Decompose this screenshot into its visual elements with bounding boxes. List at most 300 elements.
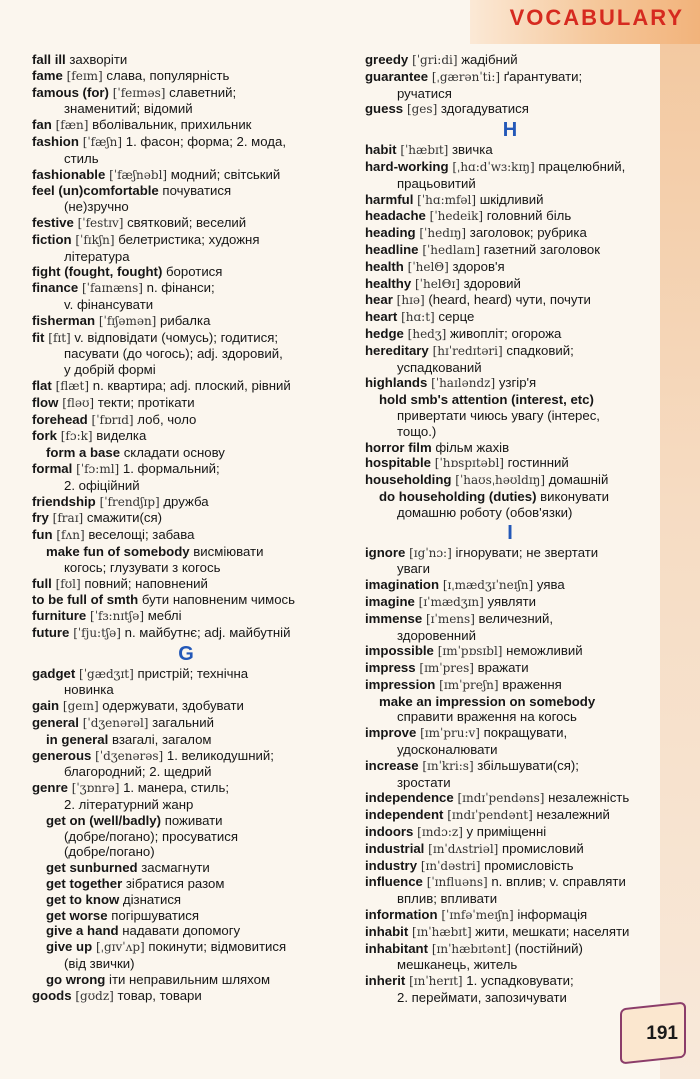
headword: genre xyxy=(32,780,68,796)
translation: газетний заголовок xyxy=(480,241,601,257)
translation: n. фінанси; xyxy=(142,280,215,296)
vocab-entry xyxy=(365,758,655,775)
headword: fall ill xyxy=(32,52,66,67)
translation: (постійний) xyxy=(511,940,583,956)
translation: бути наповненим чимось xyxy=(138,592,296,608)
translation: виконувати xyxy=(536,488,609,504)
translation: іти неправильним шляхом xyxy=(105,971,271,987)
translation: 2. літературний жанр xyxy=(64,797,194,813)
headword: full xyxy=(32,575,52,591)
vocab-entry xyxy=(365,790,655,807)
vocab-entry xyxy=(32,232,340,249)
translation: висміювати xyxy=(189,543,264,559)
vocab-entry xyxy=(32,576,340,593)
headword: guess xyxy=(365,101,404,117)
headword: independence xyxy=(365,790,454,806)
translation: жадібний xyxy=(457,52,518,67)
vocab-entry xyxy=(365,924,655,941)
transcription: [fʊl] xyxy=(51,576,81,591)
translation: дружба xyxy=(159,493,209,509)
vocab-entry xyxy=(32,923,340,939)
translation: узгір'я xyxy=(495,375,537,391)
entry-continuation xyxy=(32,797,340,813)
vocab-entry xyxy=(365,101,655,118)
translation: незалежний xyxy=(532,807,610,823)
entry-continuation xyxy=(32,764,340,780)
transcription: [flæt] xyxy=(51,378,90,393)
translation: 1. формальний; xyxy=(119,460,220,476)
translation: v. фінансувати xyxy=(64,296,154,312)
headword: impress xyxy=(365,660,416,676)
entry-continuation xyxy=(365,561,655,577)
headword: independent xyxy=(365,807,444,823)
entry-continuation xyxy=(32,101,340,117)
vocab-entry xyxy=(32,527,340,544)
vocab-entry xyxy=(365,225,655,242)
translation: 1. великодушний; xyxy=(163,747,274,763)
vocab-entry xyxy=(32,860,340,876)
vocab-entry xyxy=(32,428,340,445)
transcription: [fʌn] xyxy=(52,528,85,543)
translation: меблі xyxy=(144,608,182,624)
headword: give a hand xyxy=(46,923,119,939)
entry-continuation xyxy=(32,297,340,313)
headword: harmful xyxy=(365,191,414,207)
vocab-entry xyxy=(32,780,340,797)
translation: веселощі; забава xyxy=(84,527,195,543)
translation: спадковий; xyxy=(502,342,574,358)
transcription: [ˈhaɪləndz] xyxy=(427,376,496,391)
entry-continuation xyxy=(32,682,340,698)
transcription: [ɪnˈhæbɪt] xyxy=(408,924,472,939)
entry-continuation xyxy=(365,176,655,192)
transcription: [ˈfɜ:nɪtʃə] xyxy=(86,609,145,624)
vocab-entry xyxy=(32,183,340,199)
transcription: [ˈhedlaɪn] xyxy=(418,242,481,257)
headword: immense xyxy=(365,610,423,626)
vocab-entry xyxy=(365,907,655,924)
vocab-entry xyxy=(32,280,340,297)
vocab-entry xyxy=(365,611,655,628)
translation: удосконалювати xyxy=(397,742,498,758)
translation: мешканець, житель xyxy=(397,957,518,973)
headword: flat xyxy=(32,377,52,393)
headword: headline xyxy=(365,241,419,257)
translation: привертати чиюсь увагу (інтерес, xyxy=(397,407,600,423)
vocab-entry xyxy=(365,824,655,841)
headword: imagine xyxy=(365,593,415,609)
entry-continuation xyxy=(32,560,340,576)
translation: неможливий xyxy=(502,643,583,659)
translation: гостинний xyxy=(503,455,569,471)
vocab-entry xyxy=(32,972,340,988)
translation: живопліт; огорожа xyxy=(446,325,562,341)
headword: friendship xyxy=(32,493,96,509)
headword: get to know xyxy=(46,891,120,907)
transcription: [ɪnˈherɪt] xyxy=(405,974,463,989)
transcription: [ˈgædʒɪt] xyxy=(75,666,134,681)
vocab-entry xyxy=(365,973,655,990)
transcription: [ɪmˈpru:v] xyxy=(416,726,480,741)
transcription: [ɪˈmens] xyxy=(422,611,475,626)
headword: fiction xyxy=(32,231,72,247)
headword: inherit xyxy=(365,973,406,989)
vocab-entry xyxy=(365,242,655,259)
vocab-entry xyxy=(32,544,340,560)
translation: шкідливий xyxy=(476,191,544,207)
translation: домашню роботу (обов'язки) xyxy=(397,504,573,520)
entry-continuation xyxy=(365,891,655,907)
translation: промисловий xyxy=(498,840,584,856)
transcription: [ˈfɒrɪd] xyxy=(87,412,134,427)
vocab-entry xyxy=(32,715,340,732)
translation: складати основу xyxy=(120,445,225,461)
vocab-entry xyxy=(365,52,655,69)
vocab-entry xyxy=(365,677,655,694)
entry-continuation xyxy=(365,360,655,376)
transcription: [hedʒ] xyxy=(403,326,447,341)
vocab-entry xyxy=(365,455,655,472)
section-letter: G xyxy=(178,642,194,665)
translation: новинка xyxy=(64,682,114,698)
translation: здоров'я xyxy=(448,258,505,274)
headword: inhabit xyxy=(365,923,409,939)
vocab-entry xyxy=(365,159,655,176)
translation: n. вплив; v. справляти xyxy=(487,874,626,890)
translation: здоровий xyxy=(460,275,521,291)
translation: домашній xyxy=(545,472,609,488)
translation: вболівальник, прихильник xyxy=(88,117,252,133)
transcription: [hɪˈredɪtəri] xyxy=(428,343,503,358)
translation: рибалка xyxy=(156,312,211,328)
headword: hereditary xyxy=(365,342,429,358)
vocab-entry xyxy=(365,874,655,891)
headword: feel (un)comfortable xyxy=(32,183,159,199)
translation: (добре/погано); просуватися xyxy=(64,828,239,844)
translation: погіршуватися xyxy=(107,907,199,923)
translation: (heard, heard) чути, почути xyxy=(424,292,591,308)
translation: 1. манера, стиль; xyxy=(119,780,229,796)
transcription: [ˈfju:tʃə] xyxy=(69,625,121,640)
vocab-entry xyxy=(32,378,340,395)
vocab-entry xyxy=(365,208,655,225)
transcription: [ɪmˈpɒsɪbl] xyxy=(433,644,503,659)
vocab-entry xyxy=(365,841,655,858)
transcription: [ˈfɪkʃn] xyxy=(71,232,115,247)
transcription: [ˈɪnfəˈmeɪʃn] xyxy=(437,908,514,923)
headword: get on (well/badly) xyxy=(46,812,162,828)
translation: поживати xyxy=(161,812,223,828)
headword: fit xyxy=(32,329,45,345)
translation: головний біль xyxy=(483,208,572,224)
headword: furniture xyxy=(32,608,87,624)
vocab-entry xyxy=(32,876,340,892)
translation: працелюбний, xyxy=(534,158,626,174)
headword: hospitable xyxy=(365,455,431,471)
headword: influence xyxy=(365,874,423,890)
vocab-entry xyxy=(32,134,340,151)
transcription: [ɪndɔ:z] xyxy=(413,825,463,840)
headword: industrial xyxy=(365,840,425,856)
translation: святковий; веселий xyxy=(123,214,247,230)
headword: heart xyxy=(365,309,398,325)
translation: засмагнути xyxy=(137,860,210,876)
translation: пристрій; технічна xyxy=(133,665,249,681)
section-letter: I xyxy=(507,521,513,544)
transcription: [ˈfɪʃəmən] xyxy=(95,313,157,328)
translation: взагалі, загалом xyxy=(108,731,212,747)
transcription: [ɪnˈhæbɪtənt] xyxy=(428,941,512,956)
vocab-entry xyxy=(365,192,655,209)
entry-continuation xyxy=(32,478,340,494)
vocab-entry xyxy=(32,264,340,280)
vocab-entry xyxy=(32,52,340,68)
transcription: [ˈhɒspɪtəbl] xyxy=(430,456,504,471)
translation: здогадуватися xyxy=(437,101,529,117)
headword: guarantee xyxy=(365,68,429,84)
vocab-entry xyxy=(32,813,340,829)
translation: вплив; впливати xyxy=(397,891,498,907)
transcription: [ˈɪnfluəns] xyxy=(422,875,488,890)
transcription: [ɪndɪˈpendənt] xyxy=(443,808,533,823)
translation: виделка xyxy=(92,428,147,444)
translation: вражати xyxy=(473,660,529,676)
vocab-entry xyxy=(32,330,340,347)
headword: impression xyxy=(365,676,436,692)
vocab-entry xyxy=(32,666,340,683)
headword: heading xyxy=(365,225,416,241)
headword: increase xyxy=(365,757,419,773)
transcription: [fləʊ] xyxy=(58,395,95,410)
transcription: [ˈhedɪŋ] xyxy=(415,226,467,241)
transcription: [ˈhelΘ] xyxy=(403,259,449,274)
vocab-entry xyxy=(32,313,340,330)
transcription: [ɪgˈnɔ:] xyxy=(405,545,452,560)
transcription: [ˈfrendʃɪp] xyxy=(95,494,160,509)
translation: зростати xyxy=(397,774,451,790)
transcription: [fɪt] xyxy=(44,330,71,345)
translation: покинути; відмовитися xyxy=(144,939,287,955)
vocab-entry xyxy=(32,215,340,232)
vocab-entry xyxy=(365,326,655,343)
headword: fashion xyxy=(32,133,79,149)
headword: famous (for) xyxy=(32,84,109,100)
translation: збільшувати(ся); xyxy=(473,757,579,773)
transcription: [ɪˈmædʒɪn] xyxy=(414,594,484,609)
transcription: [ˈfestɪv] xyxy=(73,215,124,230)
headword: formal xyxy=(32,460,73,476)
translation: покращувати, xyxy=(479,725,568,741)
vocab-entry xyxy=(365,660,655,677)
transcription: [ɪmˈpres] xyxy=(415,661,474,676)
transcription: [ˈfaɪnæns] xyxy=(78,281,143,296)
entry-continuation xyxy=(32,151,340,167)
headword: hear xyxy=(365,292,393,308)
headword: fan xyxy=(32,117,52,133)
translation: ґарантувати; xyxy=(500,68,583,84)
headword: fight (fought, fought) xyxy=(32,264,163,280)
vocab-entry xyxy=(365,343,655,360)
translation: уваги xyxy=(397,561,430,577)
entry-continuation xyxy=(32,362,340,378)
translation: (не)зручно xyxy=(64,199,129,215)
vocab-entry xyxy=(32,412,340,429)
translation: загальний xyxy=(148,715,214,731)
headword: goods xyxy=(32,987,72,1003)
translation: пасувати (до чогось); adj. здоровий, xyxy=(64,346,283,362)
transcription: [hɪə] xyxy=(392,293,425,308)
entry-continuation xyxy=(32,844,340,860)
translation: смажити(ся) xyxy=(83,510,162,526)
transcription: [ɪmˈpreʃn] xyxy=(435,677,499,692)
translation: (добре/погано) xyxy=(64,844,155,860)
transcription: [ˈhæbɪt] xyxy=(396,143,449,158)
vocab-entry xyxy=(32,908,340,924)
page-title: VOCABULARY xyxy=(509,5,684,30)
headword: industry xyxy=(365,857,418,873)
transcription: [ˈhedeik] xyxy=(425,209,484,224)
transcription: [ˈgri:di] xyxy=(408,53,458,67)
translation: одержувати, здобувати xyxy=(98,698,244,714)
transcription: [ˈfæʃn] xyxy=(78,134,123,149)
vocab-entry xyxy=(365,292,655,309)
headword: forehead xyxy=(32,411,88,427)
vocab-entry xyxy=(365,489,655,505)
transcription: [ɪnˈdəstri] xyxy=(417,858,481,873)
translation: зібратися разом xyxy=(122,876,225,892)
translation: інформація xyxy=(513,907,588,923)
vocab-entry xyxy=(32,85,340,102)
headword: flow xyxy=(32,394,59,410)
headword: health xyxy=(365,258,404,274)
entry-continuation xyxy=(32,249,340,265)
translation: звичка xyxy=(448,142,493,158)
transcription: [fɔ:k] xyxy=(56,429,93,444)
vocab-entry xyxy=(365,276,655,293)
entry-continuation xyxy=(365,86,655,102)
vocab-entry xyxy=(365,807,655,824)
headword: get sunburned xyxy=(46,860,138,876)
headword: imagination xyxy=(365,577,439,593)
transcription: [ges] xyxy=(403,102,438,117)
transcription: [ˈhelΘɪ] xyxy=(411,276,460,291)
page-edge-band xyxy=(660,44,700,1079)
headword: get together xyxy=(46,876,123,892)
headword: householding xyxy=(365,472,452,488)
vocab-entry xyxy=(32,732,340,748)
translation: заголовок; рубрика xyxy=(466,225,587,241)
translation: (від звички) xyxy=(64,956,135,972)
vocab-entry xyxy=(32,510,340,527)
vocab-entry xyxy=(365,142,655,159)
vocab-entry xyxy=(32,892,340,908)
translation: захворіти xyxy=(65,52,128,67)
transcription: [ˌhɑ:dˈwɜ:kɪŋ] xyxy=(448,159,535,174)
transcription: [ˈfɔ:ml] xyxy=(72,461,120,476)
headword: go wrong xyxy=(46,971,106,987)
translation: славетний; xyxy=(165,84,237,100)
left-column xyxy=(32,52,340,1004)
headword: hard-working xyxy=(365,158,449,174)
transcription: [ˈhaʊsˌhəʊldɪŋ] xyxy=(451,473,546,488)
headword: to be full of smth xyxy=(32,592,139,608)
entry-continuation xyxy=(365,709,655,725)
headword: in general xyxy=(46,731,109,747)
translation: v. відповідати (чомусь); годитися; xyxy=(70,329,279,345)
entry-continuation xyxy=(32,346,340,362)
headword: inhabitant xyxy=(365,940,429,956)
right-column xyxy=(365,52,655,1006)
vocab-entry xyxy=(32,461,340,478)
headword: fry xyxy=(32,510,49,526)
transcription: [ˈdʒenərəl] xyxy=(78,716,149,731)
vocab-entry xyxy=(32,494,340,511)
translation: здоровенний xyxy=(397,627,476,643)
headword: general xyxy=(32,715,79,731)
translation: товар, товари xyxy=(113,987,202,1003)
translation: повний; наповнений xyxy=(80,575,208,591)
entry-continuation xyxy=(365,957,655,973)
transcription: [feɪm] xyxy=(62,68,103,83)
translation: знаменитий; відомий xyxy=(64,101,193,117)
translation: 2. переймати, запозичувати xyxy=(397,990,567,1006)
translation: почуватися xyxy=(158,183,232,199)
transcription: [geɪn] xyxy=(59,699,99,714)
transcription: [ɪnˈdʌstriəl] xyxy=(424,841,499,856)
headword: indoors xyxy=(365,824,414,840)
vocab-entry xyxy=(32,117,340,134)
headword: gadget xyxy=(32,665,76,681)
translation: успадкований xyxy=(397,359,482,375)
vocab-entry xyxy=(365,858,655,875)
section-letter: H xyxy=(502,119,518,142)
transcription: [ˈfæʃnəbl] xyxy=(105,167,168,182)
transcription: [ˈhɑ:mfəl] xyxy=(413,192,477,207)
entry-continuation xyxy=(32,829,340,845)
vocab-entry xyxy=(32,167,340,184)
headword: give up xyxy=(46,939,93,955)
headword: hold smb's attention (interest, etc) xyxy=(379,392,594,408)
entry-continuation xyxy=(365,505,655,521)
vocab-entry xyxy=(365,440,655,456)
vocab-entry xyxy=(32,395,340,412)
headword: fun xyxy=(32,527,53,543)
transcription: [ɪnˈkri:s] xyxy=(418,758,474,773)
translation: жити, мешкати; населяти xyxy=(471,923,630,939)
headword: fame xyxy=(32,67,63,83)
translation: уява xyxy=(533,577,565,593)
vocab-entry xyxy=(32,748,340,765)
headword: future xyxy=(32,624,70,640)
translation: тощо.) xyxy=(397,423,437,439)
translation: фільм жахів xyxy=(431,439,510,455)
translation: текти; протікати xyxy=(94,394,195,410)
entry-continuation xyxy=(365,990,655,1006)
transcription: [ˌgærənˈti:] xyxy=(428,69,501,84)
headword: horror film xyxy=(365,439,432,455)
vocab-entry xyxy=(365,392,655,408)
vocab-entry xyxy=(365,545,655,562)
vocab-entry xyxy=(32,939,340,956)
headword: fisherman xyxy=(32,312,96,328)
headword: generous xyxy=(32,747,92,763)
headword: get worse xyxy=(46,907,108,923)
translation: промисловість xyxy=(480,857,574,873)
vocab-entry xyxy=(32,625,340,642)
translation: ігнорувати; не звертати xyxy=(451,544,599,560)
headword: healthy xyxy=(365,275,412,291)
vocab-entry xyxy=(365,577,655,594)
